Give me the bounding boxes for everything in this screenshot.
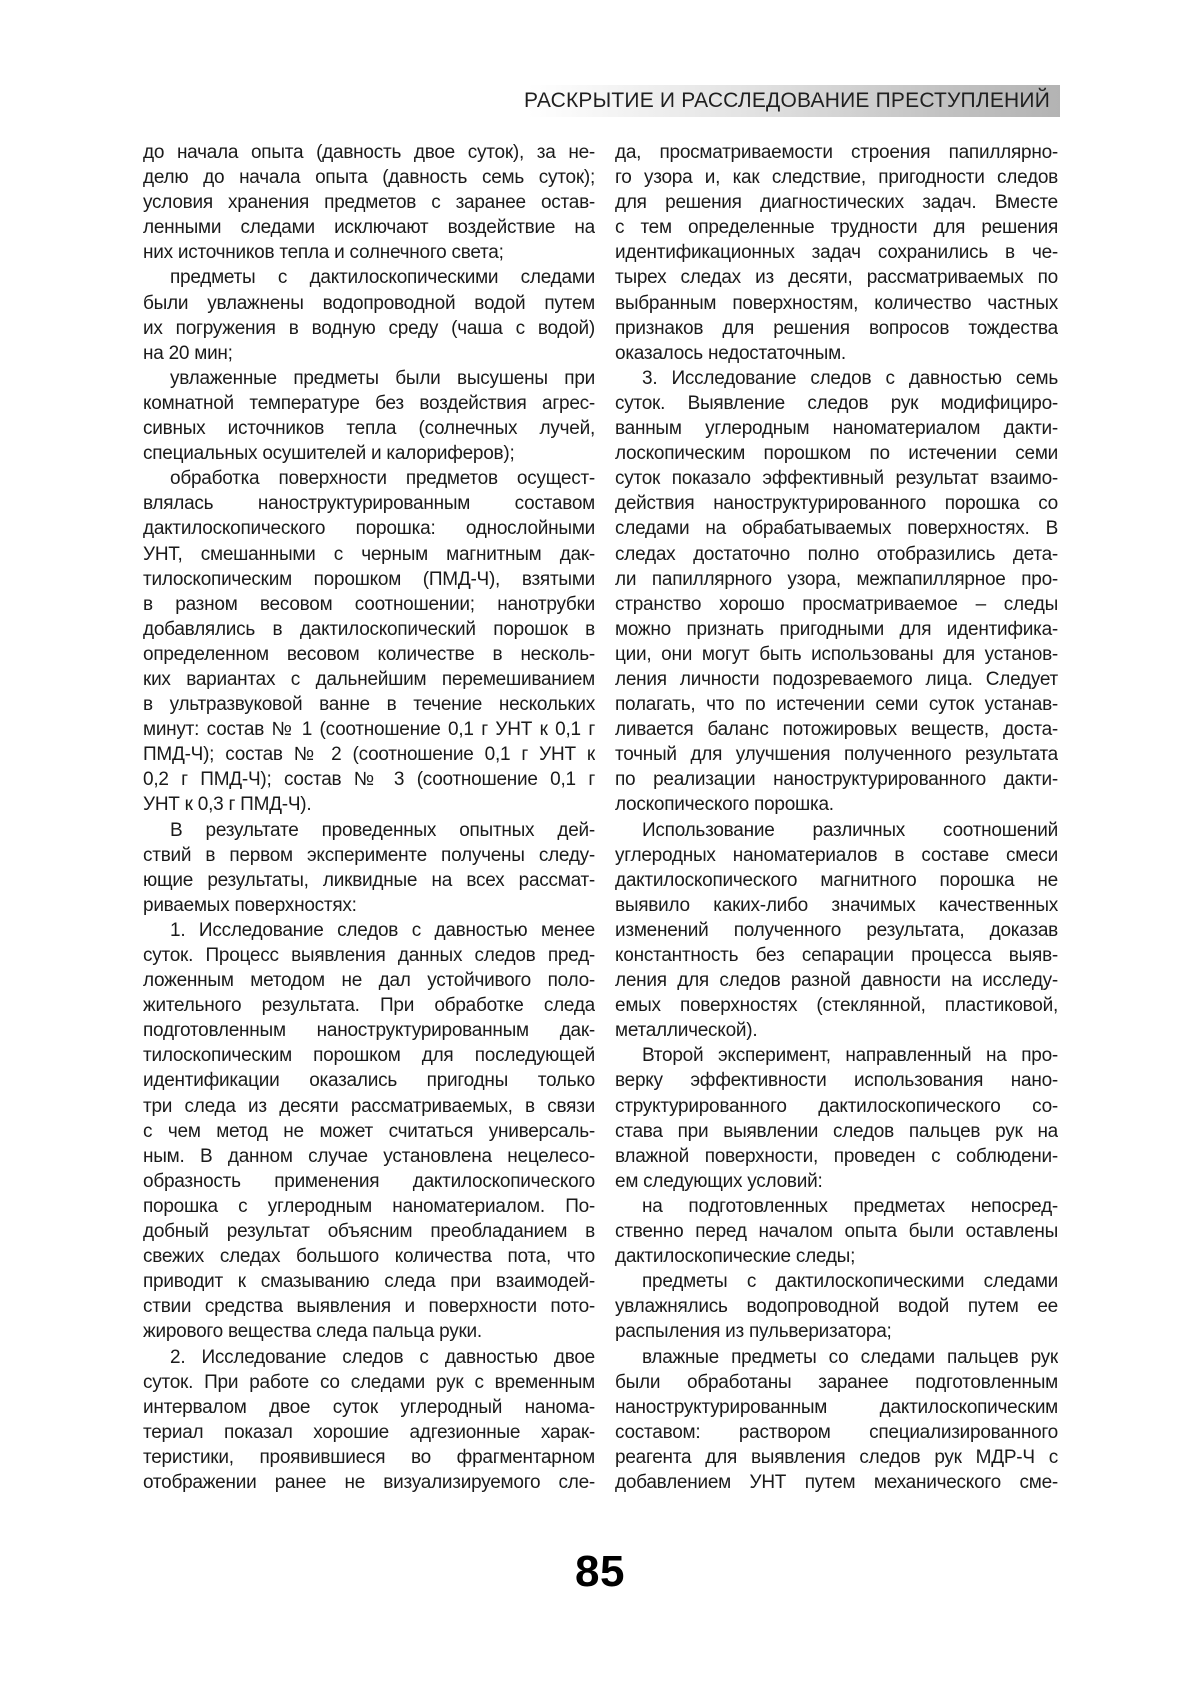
text-line: образность применения дактилоскопического (143, 1170, 595, 1192)
text-line: были увлажнены водопроводной водой путем (143, 292, 595, 314)
text-line: специальных осушителей и калориферов); (143, 443, 515, 465)
paragraph (143, 366, 595, 466)
text-line: става при выявлении следов пальцев рук на (615, 1120, 1058, 1142)
text-line: увлаженные предметы были высушены при (170, 367, 595, 389)
text-line: суток показало эффективный результат взаимо- (615, 468, 1058, 490)
text-line: три следа из десяти рассматриваемых, в связи (143, 1095, 595, 1117)
paragraph (615, 818, 1058, 1044)
text-line: 3. Исследование следов с давностью семь (642, 367, 1058, 389)
text-line: на подготовленных предметах непосред- (642, 1195, 1058, 1217)
text-line: суток. Процесс выявления данных следов пред- (143, 945, 595, 966)
text-line: влажной поверхности, проведен с соблюдени- (615, 1145, 1058, 1167)
text-line: В результате проведенных опытных дей- (170, 819, 595, 841)
text-line: увлажнялись водопроводной водой путем ее (615, 1296, 1058, 1318)
text-line: риваемых поверхностях: (143, 894, 357, 916)
text-line: суток. Выявление следов рук модифициро- (615, 392, 1058, 414)
text-line: дактилоскопического порошка: однослойными (143, 518, 595, 540)
text-line: Использование различных соотношений (642, 819, 1058, 841)
text-line: да, просматриваемости строения папиллярно- (615, 142, 1058, 163)
text-line: реагента для выявления следов рук МДР-Ч с (615, 1446, 1058, 1468)
text-line: влажные предметы со следами пальцев рук (642, 1346, 1058, 1368)
text-line: ем следующих условий: (615, 1170, 823, 1192)
text-line: 0,2 г ПМД-Ч); состав № 3 (соотношение 0,1 г (143, 769, 595, 791)
text-line: емых поверхностях (стеклянной, пластиковой, (615, 995, 1058, 1017)
text-line: минут: состав № 1 (соотношение 0,1 г УНТ к 0,1 г (143, 719, 595, 741)
running-head-title: РАСКРЫТИЕ И РАССЛЕДОВАНИЕ ПРЕСТУПЛЕНИЙ (524, 89, 1050, 112)
text-line: ливается баланс потожировых веществ, доста- (615, 719, 1058, 741)
text-line: ких вариантах с дальнейшим перемешиванием (143, 668, 595, 690)
text-line: Второй эксперимент, направленный на про- (642, 1045, 1058, 1067)
text-line: действия наноструктурированного порошка со (615, 493, 1058, 515)
text-line: ПМД-Ч); состав № 2 (соотношение 0,1 г УНТ к (143, 744, 595, 766)
text-line: странство хорошо просматриваемое – следы (615, 593, 1058, 615)
text-line: УНТ к 0,3 г ПМД-Ч). (143, 794, 312, 816)
text-line: следах достаточно полно отобразились дета- (615, 543, 1058, 565)
text-line: дактилоскопического магнитного порошка не (615, 869, 1058, 891)
text-line: теристики, проявившиеся во фрагментарном (143, 1446, 595, 1468)
text-line: ложенным методом не дал устойчивого поло- (143, 970, 595, 992)
text-line: жирового вещества следа пальца руки. (143, 1321, 482, 1343)
text-line: ным. В данном случае установлена нецелесо- (143, 1145, 595, 1167)
paragraph (143, 466, 595, 817)
paragraph (615, 1269, 1058, 1344)
text-line: делю до начала опыта (давность семь суток); (143, 167, 595, 189)
text-line: жительного результата. При обработке следа (143, 995, 595, 1017)
text-line: них источников тепла и солнечного света; (143, 242, 504, 264)
text-line: лоскопическим порошком по истечении семи (615, 443, 1058, 465)
paragraph (615, 140, 1058, 366)
text-line: териал показал хорошие адгезионные харак- (143, 1421, 595, 1443)
text-line: ственно перед началом опыта были оставлены (615, 1221, 1058, 1243)
text-line: ления для следов разной давности на исследу- (615, 970, 1058, 992)
text-line: по реализации наноструктурированного дакти- (615, 769, 1058, 791)
text-line: с тем определенные трудности для решения (615, 217, 1058, 239)
text-line: оказалось недостаточным. (615, 342, 846, 364)
text-line: подготовленным наноструктурированным дак- (143, 1020, 595, 1042)
text-line: признаков для решения вопросов тождества (615, 317, 1058, 339)
text-line: предметы с дактилоскопическими следами (642, 1271, 1058, 1293)
text-column-left (143, 140, 595, 1495)
paragraph (615, 366, 1058, 818)
text-line: ствий в первом эксперименте получены следу- (143, 844, 595, 866)
text-line: ции, они могут быть использованы для установ- (615, 643, 1058, 665)
text-line: выявило каких-либо значимых качественных (615, 894, 1058, 916)
text-line: до начала опыта (давность двое суток), за не- (143, 142, 595, 163)
text-line: добный результат объясним преобладанием в (143, 1221, 595, 1243)
paragraph (615, 1194, 1058, 1269)
text-line: 2. Исследование следов с давностью двое (170, 1346, 595, 1368)
text-line: изменений полученного результата, доказав (615, 919, 1058, 941)
text-line: идентификационных задач сохранились в че- (615, 242, 1058, 264)
text-line: тилоскопическим порошком (ПМД-Ч), взятыми (143, 568, 595, 590)
text-line: интервалом двое суток углеродный нанома- (143, 1396, 595, 1418)
text-line: ленными следами исключают воздействие на (143, 217, 595, 239)
text-line: их погружения в водную среду (чаша с водой) (143, 317, 595, 339)
text-line: в разном весовом соотношении; нанотрубки (143, 593, 595, 615)
text-line: добавлением УНТ путем механического сме- (615, 1471, 1058, 1493)
text-line: константность без сепарации процесса выяв- (615, 945, 1058, 966)
text-line: дактилоскопические следы; (615, 1246, 856, 1268)
text-line: наноструктурированным дактилоскопическим (615, 1396, 1058, 1418)
text-line: следами на обрабатываемых поверхностях. В (615, 518, 1058, 540)
text-line: металлической). (615, 1020, 758, 1042)
text-line: ли папиллярного узора, межпапиллярное про- (615, 568, 1058, 590)
text-line: добавлялись в дактилоскопический порошок в (143, 618, 595, 640)
text-line: влялась наноструктурированным составом (143, 493, 595, 515)
text-line: были обработаны заранее подготовленным (615, 1371, 1058, 1393)
text-line: полагать, что по истечении семи суток устанав- (615, 694, 1058, 716)
text-line: точный для улучшения полученного результата (615, 744, 1058, 766)
page-number: 85 (575, 1547, 625, 1596)
text-line: 1. Исследование следов с давностью менее (170, 919, 595, 941)
text-line: свежих следах большого количества пота, что (143, 1246, 595, 1268)
text-line: на 20 мин; (143, 342, 233, 364)
text-line: определенном весовом количестве в несколь- (143, 643, 595, 665)
text-line: составом: раствором специализированного (615, 1421, 1058, 1443)
text-line: ванным углеродным наноматериалом дакти- (615, 418, 1058, 440)
paragraph (615, 1043, 1058, 1194)
text-line: для решения диагностических задач. Вместе (615, 192, 1058, 214)
paragraph (143, 818, 595, 918)
text-line: тилоскопическим порошком для последующей (143, 1045, 595, 1067)
text-line: структурированного дактилоскопического со- (615, 1095, 1058, 1117)
text-line: тырех следах из десяти, рассматриваемых по (615, 267, 1058, 289)
text-line: распыления из пульверизатора; (615, 1321, 892, 1343)
text-line: выбранным поверхностям, количество частных (615, 292, 1058, 314)
text-line: суток. При работе со следами рук с временным (143, 1371, 595, 1393)
paragraph (143, 1345, 595, 1496)
text-line: условия хранения предметов с заранее остав- (143, 192, 595, 214)
text-line: идентификации оказались пригодны только (143, 1070, 595, 1092)
text-line: предметы с дактилоскопическими следами (170, 267, 595, 289)
text-line: приводит к смазыванию следа при взаимодей- (143, 1271, 595, 1293)
text-line: можно признать пригодными для идентифика- (615, 618, 1058, 640)
text-line: ления личности подозреваемого лица. Следует (615, 668, 1058, 690)
text-line: с чем метод не может считаться универсаль- (143, 1120, 595, 1142)
text-line: порошка с углеродным наноматериалом. По- (143, 1195, 595, 1217)
paragraph (615, 1345, 1058, 1496)
paragraph (143, 140, 595, 265)
text-line: ствии средства выявления и поверхности пото- (143, 1296, 595, 1318)
paragraph (143, 918, 595, 1345)
paragraph (143, 265, 595, 365)
text-line: УНТ, смешанными с черным магнитным дак- (143, 543, 595, 565)
text-line: обработка поверхности предметов осущест- (170, 468, 595, 490)
text-line: сивных источников тепла (солнечных лучей, (143, 418, 595, 440)
text-line: верку эффективности использования нано- (615, 1070, 1058, 1092)
text-line: комнатной температуре без воздействия агрес- (143, 392, 595, 414)
text-line: в ультразвуковой ванне в течение нескольких (143, 694, 595, 716)
text-line: лоскопического порошка. (615, 794, 834, 816)
text-column-right (615, 140, 1058, 1495)
text-line: отображении ранее не визуализируемого сле- (143, 1471, 595, 1493)
running-head-band (524, 85, 1060, 117)
text-line: го узора и, как следствие, пригодности следов (615, 167, 1058, 189)
text-line: углеродных наноматериалов в составе смеси (615, 844, 1058, 866)
text-line: ющие результаты, ликвидные на всех рассмат- (143, 869, 595, 891)
